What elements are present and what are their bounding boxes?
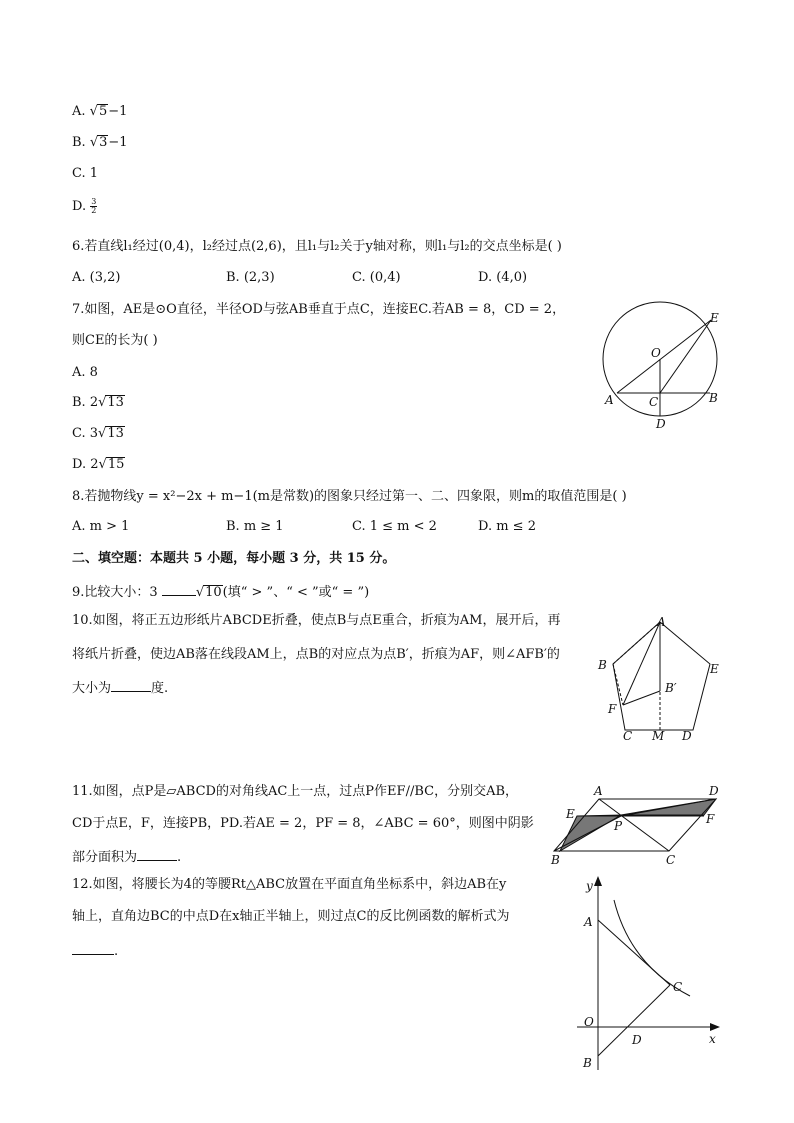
q6-option-c: C. (0,4) xyxy=(352,270,401,285)
q5-option-d: D. $\frac{3}{2}$ xyxy=(72,197,97,215)
pentagon-abcde xyxy=(613,622,710,730)
q5-option-a: A. √5−1 xyxy=(72,104,128,119)
q5-option-b: B. √3−1 xyxy=(72,135,128,150)
section-2-header: 二、填空题：本题共 5 小题，每小题 3 分，共 15 分。 xyxy=(72,551,396,566)
q8-option-b: B. m ≥ 1 xyxy=(226,519,284,534)
q7-option-c: C. 3√13 xyxy=(72,426,124,441)
label-a: A xyxy=(657,615,666,629)
segment-ec xyxy=(660,320,711,393)
label-a: A xyxy=(605,393,614,407)
label-b: B xyxy=(598,658,607,672)
label-b-prime: B′ xyxy=(665,681,677,695)
label-a: A xyxy=(594,784,603,798)
label-d: D xyxy=(656,417,666,431)
q7-stem-line2: 则CE的长为( ) xyxy=(72,333,158,348)
label-f: F xyxy=(608,702,617,716)
label-b: B xyxy=(551,853,560,867)
label-b: B xyxy=(709,391,718,405)
label-o: O xyxy=(584,1015,594,1029)
label-e: E xyxy=(710,311,719,325)
q8-stem: 8.若抛物线y = x²−2x + m−1(m是常数)的图象只经过第一、二、四象限，则m的取值范围是( ) xyxy=(72,489,627,504)
label-e: E xyxy=(710,662,719,676)
answer-blank[interactable] xyxy=(162,581,196,596)
label-e: E xyxy=(566,807,575,821)
q7-option-b: B. 2√13 xyxy=(72,395,124,410)
label-c: C xyxy=(673,980,683,994)
q9-stem: 9.比较大小：3 √10(填“ > ”、“ < ”或“ = ”) xyxy=(72,581,369,602)
q8-option-d: D. m ≤ 2 xyxy=(478,519,536,534)
q6-option-a: A. (3,2) xyxy=(72,270,121,285)
label-b: B xyxy=(583,1056,592,1070)
q6-option-d: D. (4,0) xyxy=(478,270,528,285)
label-c: C xyxy=(623,729,633,743)
answer-blank[interactable] xyxy=(72,940,114,955)
fold-line-af xyxy=(623,622,660,705)
label-m: M xyxy=(652,729,665,743)
label-d: D xyxy=(709,784,719,798)
q11-line3: 部分面积为 . xyxy=(72,846,181,867)
label-c: C xyxy=(649,395,659,409)
segment-bf-dashed xyxy=(613,664,623,705)
q10-line2: 将纸片折叠，使边AB落在线段AM上，点B的对应点为点B′，折痕为AF，则∠AFB′的 xyxy=(72,647,560,662)
label-x: x xyxy=(709,1032,716,1046)
answer-blank[interactable] xyxy=(111,677,151,692)
q7-option-d: D. 2√15 xyxy=(72,457,125,472)
sqrt: 5 xyxy=(98,104,108,119)
q10-pentagon-figure xyxy=(592,612,732,747)
q11-line2: CD于点E，F，连接PB，PD.若AE = 2，PF = 8，∠ABC = 60°，则图中阴影 xyxy=(72,816,534,831)
sqrt: 13 xyxy=(107,426,124,441)
q12-line1: 12.如图，将腰长为4的等腰Rt△ABC放置在平面直角坐标系中，斜边AB在y xyxy=(72,877,507,892)
fraction: $\frac{3}{2}$ xyxy=(91,197,97,215)
sqrt: 3 xyxy=(99,135,108,150)
segment-ac xyxy=(598,920,670,985)
q7-stem-line1: 7.如图，AE是⊙O直径，半径OD与弦AB垂直于点C，连接EC.若AB = 8，CD = 2， xyxy=(72,302,566,317)
q10-line3: 大小为 度. xyxy=(72,677,168,698)
label-d: D xyxy=(682,729,692,743)
diameter-ae xyxy=(617,320,711,393)
q6-stem: 6.若直线l₁经过(0,4)，l₂经过点(2,6)，且l₁与l₂关于y轴对称，则l₁与l₂的交点坐标是( ) xyxy=(72,239,562,254)
sqrt: 13 xyxy=(107,395,124,410)
q11-line1: 11.如图，点P是▱ABCD的对角线AC上一点，过点P作EF//BC，分别交AB， xyxy=(72,784,519,799)
q12-line2: 轴上，直角边BC的中点D在x轴正半轴上，则过点C的反比例函数的解析式为 xyxy=(72,909,510,924)
q12-line3: . xyxy=(72,940,118,961)
q11-parallelogram-figure xyxy=(548,780,728,868)
y-axis-arrow xyxy=(594,876,602,886)
label-c: C xyxy=(666,853,676,867)
label-d: D xyxy=(632,1033,642,1047)
sqrt: 15 xyxy=(107,457,125,472)
x-axis-arrow xyxy=(710,1023,720,1031)
q8-option-a: A. m > 1 xyxy=(72,519,130,534)
q10-line1: 10.如图，将正五边形纸片ABCDE折叠，使点B与点E重合，折痕为AM，展开后，再 xyxy=(72,613,561,628)
label-a: A xyxy=(584,915,593,929)
q8-option-c: C. 1 ≤ m < 2 xyxy=(352,519,437,534)
diagonal-ac xyxy=(599,799,669,851)
label-y: y xyxy=(586,879,593,893)
label-f: F xyxy=(706,812,715,826)
label-p: P xyxy=(614,819,623,833)
answer-blank[interactable] xyxy=(137,846,177,861)
q6-option-b: B. (2,3) xyxy=(226,270,275,285)
label-o: O xyxy=(651,346,661,360)
q12-coordinate-figure xyxy=(572,870,732,1075)
q5-option-c: C. 1 xyxy=(72,166,99,181)
q7-option-a: A. 8 xyxy=(72,365,98,380)
sqrt: 10 xyxy=(205,585,222,600)
q7-circle-figure xyxy=(596,300,736,435)
